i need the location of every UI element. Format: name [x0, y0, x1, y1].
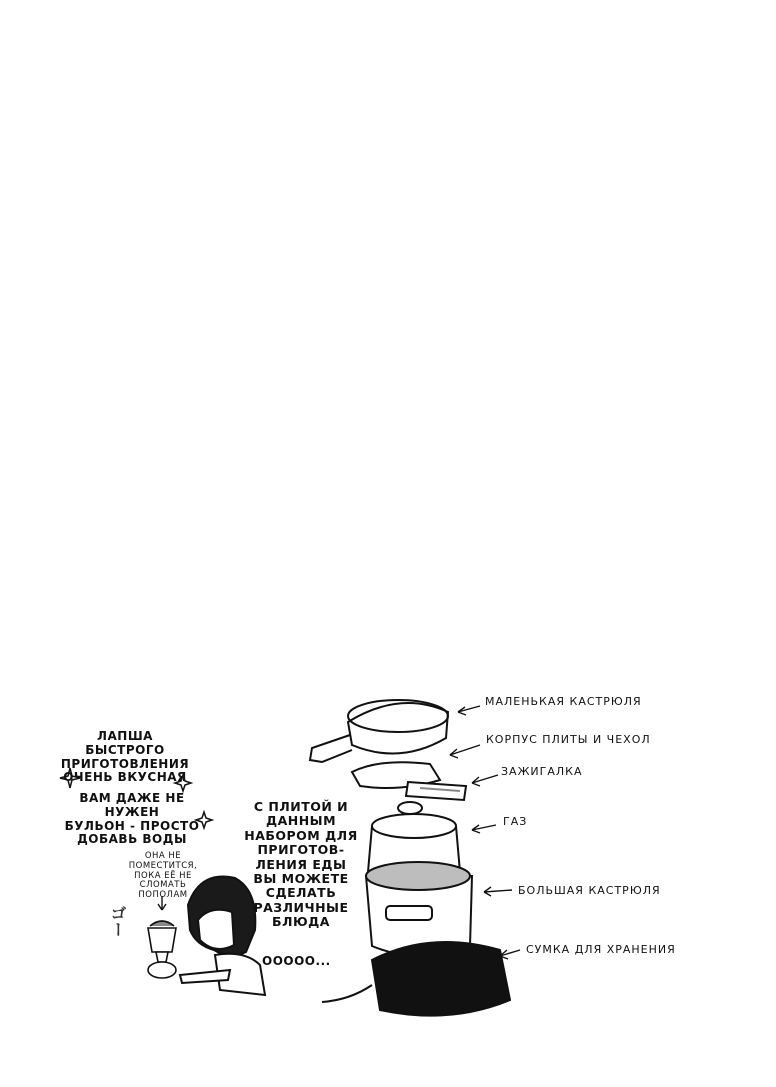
storage-bag-drawing [322, 942, 510, 1016]
label-small-pot: МАЛЕНЬКАЯ КАСТРЮЛЯ [485, 695, 642, 708]
sound-effect: ゴー [108, 905, 127, 938]
label-stove-body: КОРПУС ПЛИТЫ И ЧЕХОЛ [486, 733, 651, 746]
small-note: ОНА НЕ ПОМЕСТИТСЯ, ПОКА ЕЁ НЕ СЛОМАТЬ ПОПОЛАМ [128, 851, 198, 901]
broth-caption: ВАМ ДАЖЕ НЕ НУЖЕН БУЛЬОН - ПРОСТО ДОБАВЬ ВОДЫ [64, 791, 200, 847]
label-big-pot: БОЛЬШАЯ КАСТРЮЛЯ [518, 884, 661, 897]
noodle-caption: ЛАПША БЫСТРОГО ПРИГОТОВЛЕНИЯ ОЧЕНЬ ВКУСНАЯ [60, 729, 190, 785]
exclamation-text: ООООО... [262, 954, 331, 968]
stove-caption: С ПЛИТОЙ И ДАННЫМ НАБОРОМ ДЛЯ ПРИГОТОВ- ЛЕНИЯ ЕДЫ ВЫ МОЖЕТЕ СДЕЛАТЬ РАЗЛИЧНЫЕ БЛЮДА [244, 799, 358, 929]
label-lighter: ЗАЖИГАЛКА [501, 765, 583, 778]
mini-stove-drawing [148, 921, 176, 978]
small-pot-drawing [310, 700, 448, 762]
lighter-drawing [406, 782, 466, 800]
label-gas: ГАЗ [503, 815, 528, 828]
label-storage-bag: СУМКА ДЛЯ ХРАНЕНИЯ [526, 943, 676, 956]
